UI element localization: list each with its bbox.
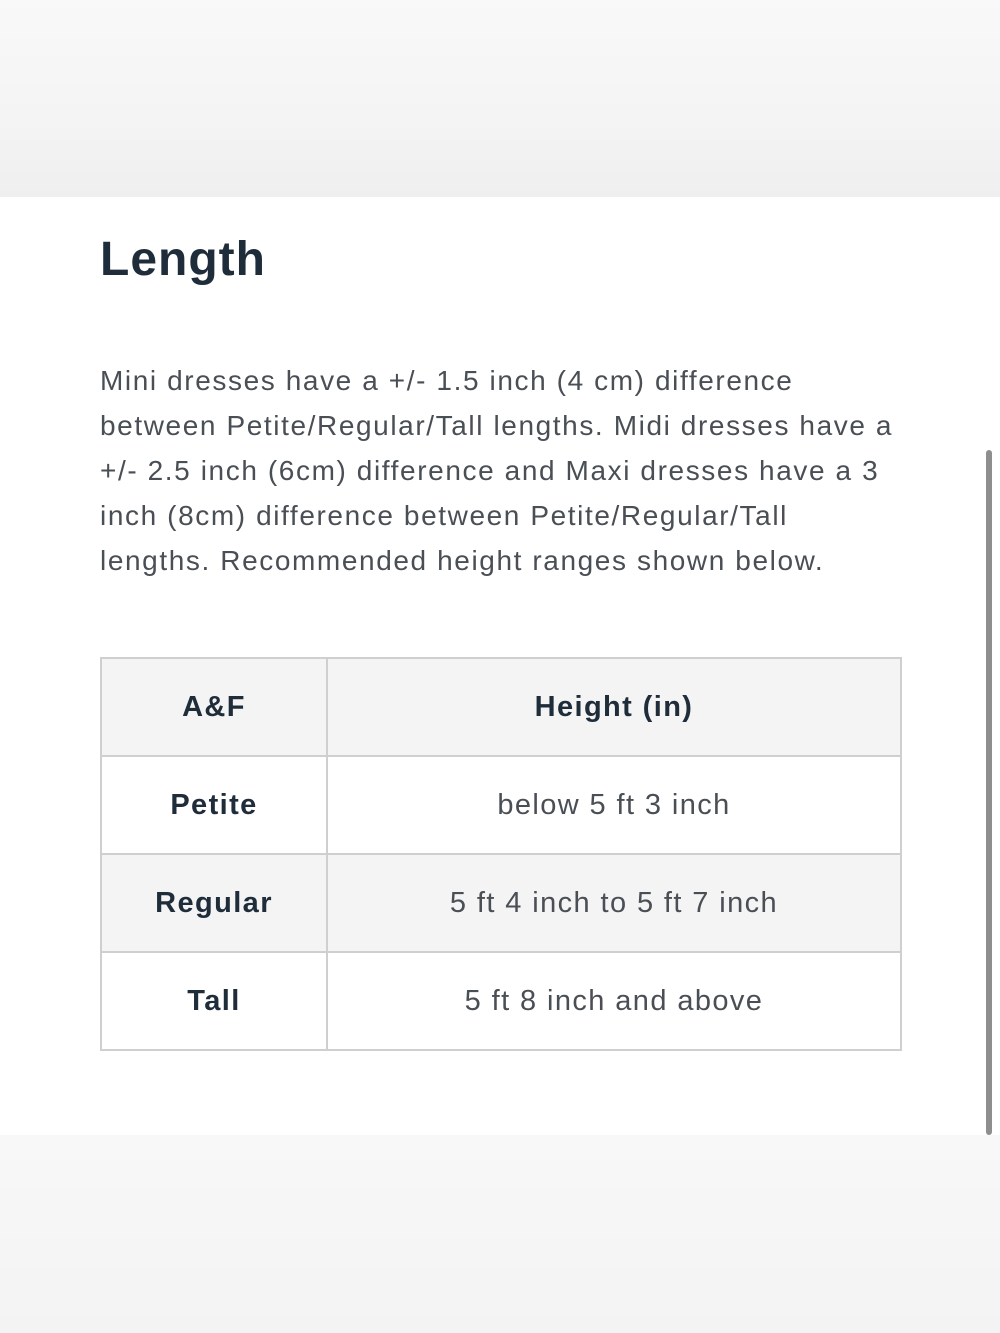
length-description: Mini dresses have a +/- 1.5 inch (4 cm) difference between Petite/Regular/Tall lengths. Midi dresses have a +/- 2.5 inch (6cm) difference and Maxi dresses have a 3 inch (8cm) difference between Petite/Regular/Tall lengths. Recommended height ranges shown below. [100,365,894,576]
height-value-petite: below 5 ft 3 inch [327,756,901,854]
height-size-table [100,657,902,1051]
table-row [101,854,901,952]
height-value-regular: 5 ft 4 inch to 5 ft 7 inch [327,854,901,952]
size-label-petite: Petite [101,756,327,854]
table-row [101,952,901,1050]
scrollbar-thumb[interactable] [986,450,992,1135]
column-header-height: Height (in) [327,658,901,756]
size-label-regular: Regular [101,854,327,952]
top-backdrop [0,0,1000,197]
table-header-row [101,658,901,756]
table-row [101,756,901,854]
size-label-tall: Tall [101,952,327,1050]
section-title: Length [100,233,266,286]
column-header-size: A&F [101,658,327,756]
bottom-backdrop [0,1135,1000,1333]
height-value-tall: 5 ft 8 inch and above [327,952,901,1050]
